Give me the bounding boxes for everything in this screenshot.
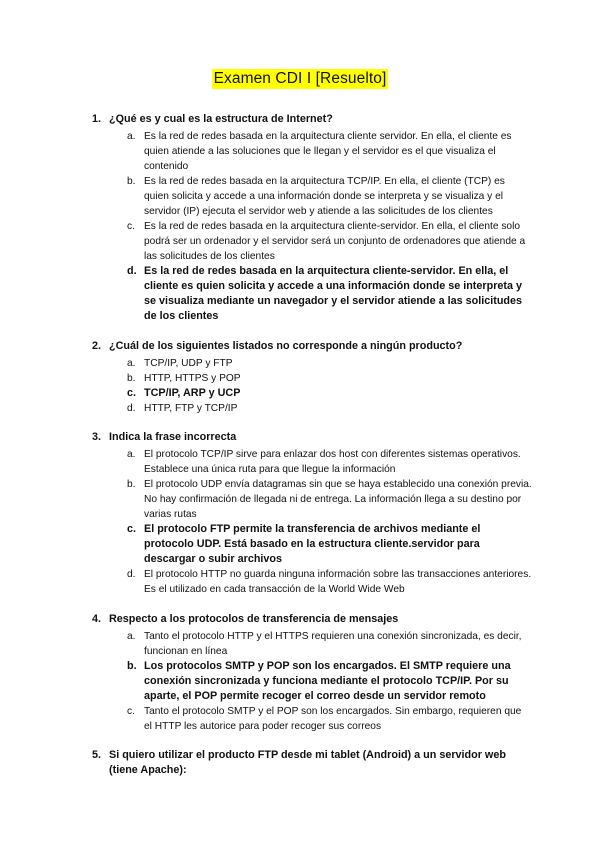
question-text: Respecto a los protocolos de transferencia de mensajes	[109, 612, 399, 625]
answer-option	[92, 567, 532, 597]
option-list	[92, 129, 532, 324]
correct-answer-option	[92, 386, 532, 401]
question-text: Si quiero utilizar el producto FTP desde mi tablet (Android) a un servidor web (tiene Apache):	[109, 749, 506, 776]
option-text: Es la red de redes basada en la arquitectura cliente-servidor. En ella, el cliente solo podrá ser un ordenador y el servidor será un conjunto de ordenadores que atiende a las solicitudes de los clientes	[144, 221, 526, 262]
option-list	[92, 356, 532, 416]
question-number: 4.	[92, 612, 102, 625]
question-heading	[92, 339, 532, 354]
option-letter: c.	[127, 386, 137, 399]
option-text: Tanto el protocolo SMTP y el POP son los encargados. Sin embargo, requieren que el HTTP les autorice para poder recoger sus correos	[144, 705, 522, 732]
option-list	[92, 447, 532, 597]
question-number: 3.	[92, 431, 102, 443]
answer-option	[92, 477, 532, 522]
question-4	[92, 612, 532, 734]
correct-answer-option	[92, 522, 532, 567]
option-text: TCP/IP, ARP y UCP	[144, 386, 241, 399]
question-number: 5.	[92, 749, 102, 761]
option-text: El protocolo HTTP no guarda ninguna información sobre las transacciones anteriores. Es el utilizado en cada transacción de la World Wide Web	[144, 569, 532, 595]
question-text: ¿Cuál de los siguientes listados no corresponde a ningún producto?	[109, 339, 463, 352]
option-letter: b.	[127, 479, 136, 490]
answer-option	[92, 356, 532, 371]
question-heading	[92, 112, 532, 127]
answer-option	[92, 704, 532, 734]
answer-option	[92, 447, 532, 477]
option-text: El protocolo UDP envía datagramas sin que se haya establecido una conexión previa. No hay confirmación de llegada ni de entrega. La información llega a su destino por varias rutas	[144, 479, 532, 520]
option-letter: b.	[127, 659, 137, 672]
option-text: Es la red de redes basada en la arquitectura cliente-servidor. En ella, el cliente es quien solicita y accede a una información donde se interpreta y se visualiza mediante un navegador y el servidor atiende a las solicitudes de los clientes	[144, 265, 523, 322]
answer-option	[92, 629, 532, 659]
option-letter: c.	[127, 523, 137, 535]
question-text: Indica la frase incorrecta	[109, 431, 237, 443]
option-text: HTTP, FTP y TCP/IP	[144, 402, 238, 414]
option-text: Es la red de redes basada en la arquitectura cliente servidor. En ella, el cliente es quien atiende a las soluciones que le llegan y el servidor es el que visualiza el contenido	[144, 131, 512, 172]
question-5	[92, 748, 532, 778]
question-number: 1.	[92, 113, 102, 125]
answer-option	[92, 401, 532, 416]
option-text: HTTP, HTTPS y POP	[144, 372, 241, 384]
question-heading	[92, 430, 532, 445]
question-3	[92, 430, 532, 597]
option-letter: c.	[127, 221, 135, 232]
option-letter: b.	[127, 176, 136, 187]
question-heading	[92, 612, 532, 627]
option-text: Tanto el protocolo HTTP y el HTTPS requieren una conexión sincronizada, es decir, funcionan en línea	[144, 630, 522, 657]
option-text: Es la red de redes basada en la arquitectura TCP/IP. En ella, el cliente (TCP) es quien solicita y accede a una información donde se interpreta y se visualiza y el servidor (IP) ejecuta el servidor web y atiende a las solicitudes de los clientes	[144, 176, 505, 217]
option-letter: b.	[127, 372, 136, 384]
option-text: Los protocolos SMTP y POP son los encargados. El SMTP requiere una conexión sincronizada y funciona mediante el protocolo TCP/IP. Por su aparte, el POP permite recoger el correo desde un servidor remoto	[144, 659, 511, 702]
correct-answer-option	[92, 659, 532, 704]
question-1	[92, 112, 532, 324]
question-number: 2.	[92, 339, 102, 352]
option-letter: a.	[127, 449, 136, 460]
option-list	[92, 629, 532, 734]
question-list	[92, 112, 532, 793]
option-letter: d.	[127, 402, 136, 414]
option-letter: a.	[127, 357, 136, 369]
option-letter: a.	[127, 131, 136, 142]
option-text: El protocolo FTP permite la transferencia de archivos mediante el protocolo UDP. Está basado en la estructura cliente.servidor para descargar o subir archivos	[144, 523, 481, 565]
option-text: TCP/IP, UDP y FTP	[144, 357, 233, 369]
answer-option	[92, 371, 532, 386]
option-letter: c.	[127, 705, 135, 717]
answer-option	[92, 129, 532, 174]
correct-answer-option	[92, 264, 532, 324]
question-heading	[92, 748, 532, 778]
question-2	[92, 339, 532, 416]
option-letter: d.	[127, 265, 137, 277]
option-letter: d.	[127, 569, 136, 580]
page-title: Examen CDI I [Resuelto]	[213, 70, 387, 87]
option-letter: a.	[127, 630, 136, 642]
title-wrap	[0, 69, 600, 89]
option-text: El protocolo TCP/IP sirve para enlazar dos host con diferentes sistemas operativos. Establece una única ruta para que llegue la información	[144, 449, 521, 475]
answer-option	[92, 219, 532, 264]
question-text: ¿Qué es y cual es la estructura de Internet?	[109, 113, 333, 125]
answer-option	[92, 174, 532, 219]
